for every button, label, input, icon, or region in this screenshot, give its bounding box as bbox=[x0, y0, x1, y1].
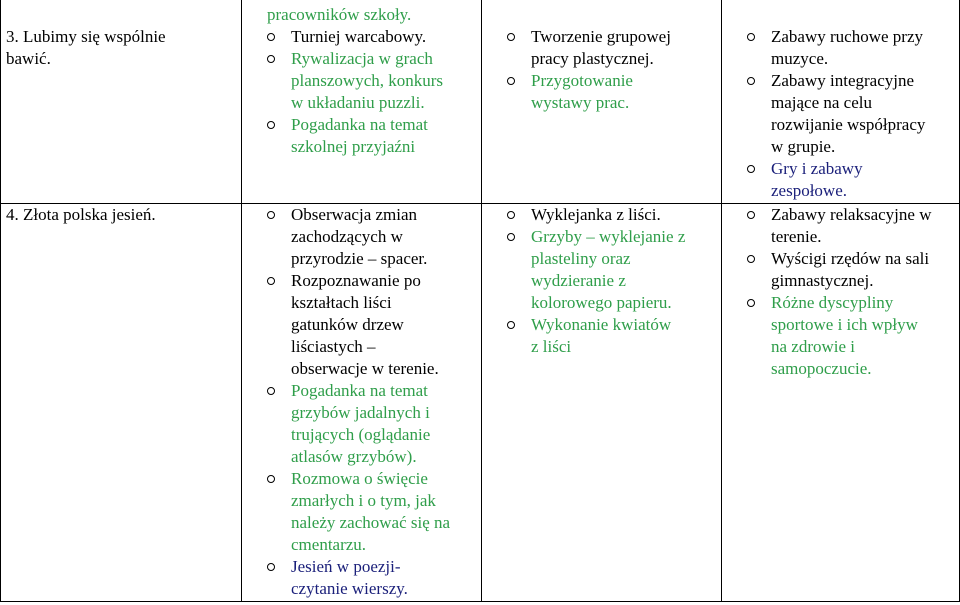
list-item-line: samopoczucie. bbox=[771, 359, 872, 378]
list-item bbox=[745, 248, 957, 292]
list-item-line: na zdrowie i bbox=[771, 337, 856, 356]
list-item-line: Turniej warcabowy. bbox=[291, 27, 427, 46]
list-item-line: z liści bbox=[531, 337, 572, 356]
list-item-line: w grupie. bbox=[771, 137, 836, 156]
topic-line: 4. Złota polska jesień. bbox=[6, 205, 156, 224]
list-item-line: gimnastycznej. bbox=[771, 271, 874, 290]
list-item-line: Grzyby – wyklejanie z bbox=[531, 227, 686, 246]
list-item-line: kształtach liści bbox=[291, 293, 392, 312]
list-item-line: liściastych – bbox=[291, 337, 376, 356]
list-item-line: czytanie wierszy. bbox=[291, 579, 408, 598]
topic-line: bawić. bbox=[6, 49, 51, 68]
list-item bbox=[505, 204, 717, 226]
list-item-line: Zabawy ruchowe przy bbox=[771, 27, 923, 46]
list-item-line: pracy plastycznej. bbox=[531, 49, 654, 68]
list-item bbox=[265, 270, 477, 380]
list-item-line: Pogadanka na temat bbox=[291, 115, 428, 134]
topic-row2 bbox=[6, 204, 241, 226]
list-item bbox=[745, 158, 957, 202]
list-item-line: w układaniu puzzli. bbox=[291, 93, 425, 112]
table-divider-col2 bbox=[481, 0, 482, 602]
list-item-line: mające na celu bbox=[771, 93, 872, 112]
list-item-line: atlasów grzybów). bbox=[291, 447, 417, 466]
list-item bbox=[505, 314, 717, 358]
row1-games-list bbox=[745, 26, 957, 202]
list-item-line: Zabawy relaksacyjne w bbox=[771, 205, 932, 224]
table-border-left bbox=[0, 0, 1, 602]
list-item-line: kolorowego papieru. bbox=[531, 293, 672, 312]
list-item bbox=[745, 70, 957, 158]
list-item-line: obserwacje w terenie. bbox=[291, 359, 439, 378]
list-item-line: Różne dyscypliny bbox=[771, 293, 894, 312]
list-item-line: Jesień w poezji- bbox=[291, 557, 401, 576]
list-item-line: przyrodzie – spacer. bbox=[291, 249, 428, 268]
list-item bbox=[505, 226, 717, 314]
row2-games-list bbox=[745, 204, 957, 380]
list-item bbox=[265, 26, 477, 48]
topic-row1 bbox=[6, 26, 241, 70]
list-item-line: plasteliny oraz bbox=[531, 249, 631, 268]
list-item bbox=[265, 556, 477, 600]
list-item-line: sportowe i ich wpływ bbox=[771, 315, 918, 334]
list-item-line: Rozpoznawanie po bbox=[291, 271, 421, 290]
list-item-line: wydzieranie z bbox=[531, 271, 626, 290]
row1-activities-list bbox=[265, 26, 477, 158]
list-item-line: Wyklejanka z liści. bbox=[531, 205, 661, 224]
row1-activities-continuation bbox=[267, 4, 477, 26]
list-item-line: planszowych, konkurs bbox=[291, 71, 444, 90]
list-item-line: muzyce. bbox=[771, 49, 829, 68]
list-item bbox=[265, 204, 477, 270]
row2-activities-list bbox=[265, 204, 477, 600]
list-item bbox=[265, 380, 477, 468]
list-item-line: zespołowe. bbox=[771, 181, 848, 200]
list-item-line: Wykonanie kwiatów bbox=[531, 315, 672, 334]
list-item-line: Rozmowa o święcie bbox=[291, 469, 428, 488]
list-item bbox=[745, 204, 957, 248]
list-item-line: trujących (oglądanie bbox=[291, 425, 431, 444]
list-item-line: Zabawy integracyjne bbox=[771, 71, 915, 90]
list-item-line: cmentarzu. bbox=[291, 535, 367, 554]
table-divider-col1 bbox=[241, 0, 242, 602]
list-item-line: Rywalizacja w grach bbox=[291, 49, 433, 68]
table-border-bottom bbox=[0, 601, 960, 602]
row1-art-list bbox=[505, 26, 717, 114]
table-divider-col3 bbox=[721, 0, 722, 602]
list-item-line: zachodzących w bbox=[291, 227, 403, 246]
continuation-text: pracowników szkoły. bbox=[267, 5, 412, 24]
list-item-line: szkolnej przyjaźni bbox=[291, 137, 416, 156]
list-item-line: Pogadanka na temat bbox=[291, 381, 428, 400]
list-item bbox=[265, 48, 477, 114]
list-item bbox=[745, 292, 957, 380]
list-item-line: należy zachować się na bbox=[291, 513, 451, 532]
list-item bbox=[505, 70, 717, 114]
list-item-line: zmarłych i o tym, jak bbox=[291, 491, 436, 510]
list-item bbox=[265, 468, 477, 556]
list-item-line: Tworzenie grupowej bbox=[531, 27, 671, 46]
list-item-line: terenie. bbox=[771, 227, 822, 246]
list-item-line: Wyścigi rzędów na sali bbox=[771, 249, 930, 268]
list-item-line: Przygotowanie bbox=[531, 71, 633, 90]
topic-line: 3. Lubimy się wspólnie bbox=[6, 27, 166, 46]
list-item-line: wystawy prac. bbox=[531, 93, 630, 112]
list-item bbox=[745, 26, 957, 70]
list-item bbox=[505, 26, 717, 70]
list-item-line: Gry i zabawy bbox=[771, 159, 863, 178]
list-item-line: rozwijanie współpracy bbox=[771, 115, 926, 134]
list-item-line: grzybów jadalnych i bbox=[291, 403, 430, 422]
list-item-line: gatunków drzew bbox=[291, 315, 404, 334]
row2-art-list bbox=[505, 204, 717, 358]
list-item bbox=[265, 114, 477, 158]
list-item-line: Obserwacja zmian bbox=[291, 205, 418, 224]
